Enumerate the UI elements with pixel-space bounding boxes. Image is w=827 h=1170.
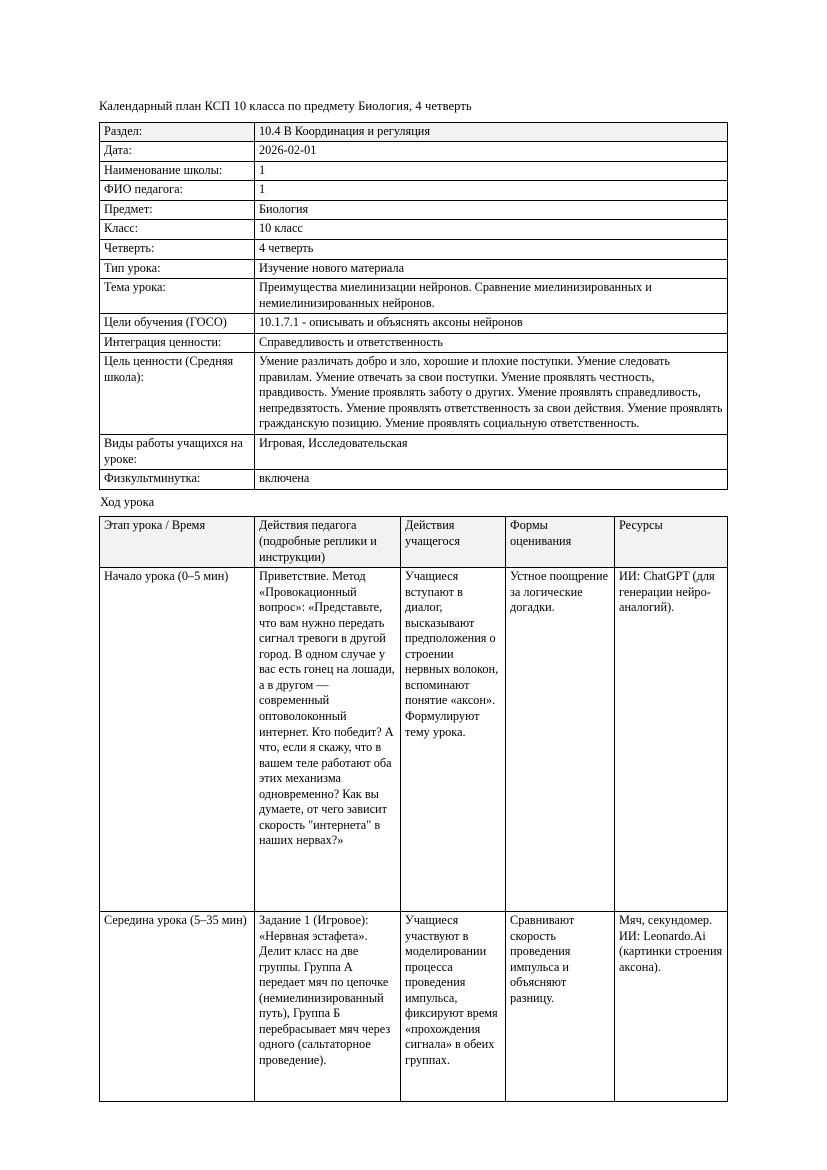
info-row-value: Игровая, Исследовательская (255, 435, 728, 470)
lesson-flow-label: Ход урока (100, 494, 155, 509)
info-row-value: 10.1.7.1 - описывать и объяснять аксоны нейронов (255, 314, 728, 334)
table-row (100, 259, 728, 279)
info-row-label: Класс: (100, 220, 255, 240)
info-row-label: Наименование школы: (100, 161, 255, 181)
info-row-value: Преимущества миелинизации нейронов. Сравнение миелинизированных и немиелинизированных нейронов. (255, 279, 728, 314)
column-header-assessment: Формы оценивания (506, 517, 615, 568)
info-row-label: Тип урока: (100, 259, 255, 279)
lesson-table-body (100, 568, 728, 1102)
table-header-row (100, 517, 728, 568)
table-row (100, 333, 728, 353)
table-row (100, 240, 728, 260)
lesson-table-head (100, 517, 728, 568)
table-row (100, 568, 728, 912)
info-row-label: Интеграция ценности: (100, 333, 255, 353)
column-header-resources: Ресурсы (615, 517, 728, 568)
resources-cell: ИИ: ChatGPT (для генерации нейро-аналогий). (615, 568, 728, 912)
info-row-value: Биология (255, 200, 728, 220)
info-row-label: ФИО педагога: (100, 181, 255, 201)
table-row (100, 200, 728, 220)
column-header-student-actions: Действия учащегося (401, 517, 506, 568)
info-row-value: Изучение нового материала (255, 259, 728, 279)
column-header-teacher-actions: Действия педагога (подробные реплики и инструкции) (255, 517, 401, 568)
table-row (100, 912, 728, 1102)
info-row-label: Тема урока: (100, 279, 255, 314)
info-row-value: 10.4 В Координация и регуляция (255, 122, 728, 142)
table-row (100, 279, 728, 314)
table-row (100, 142, 728, 162)
info-row-label: Раздел: (100, 122, 255, 142)
page-title: Календарный план КСП 10 класса по предмету Биология, 4 четверть (99, 99, 472, 113)
teacher-actions-cell: Задание 1 (Игровое): «Нервная эстафета». Делит класс на две группы. Группа А передает мяч по цепочке (немиелинизированный путь), Группа Б перебрасывает мяч через одного (сальтаторное проведение). (255, 912, 401, 1102)
info-row-label: Цель ценности (Средняя школа): (100, 353, 255, 435)
table-row (100, 314, 728, 334)
student-actions-cell: Учащиеся вступают в диалог, высказывают предположения о строении нервных волокон, вспоминают понятие «аксон». Формулируют тему урока. (401, 568, 506, 912)
lesson-stage-cell: Начало урока (0–5 мин) (100, 568, 255, 912)
lesson-info-table (99, 122, 728, 490)
table-row (100, 181, 728, 201)
student-actions-cell: Учащиеся участвуют в моделировании процесса проведения импульса, фиксируют время «прохождения сигнала» в обеих группах. (401, 912, 506, 1102)
info-row-value: 10 класс (255, 220, 728, 240)
teacher-actions-cell: Приветствие. Метод «Провокационный вопрос»: «Представьте, что вам нужно передать сигнал тревоги в другой город. В одном случае у вас есть гонец на лошади, а в другом — современный оптоволоконный интернет. Кто победит? А что, если я скажу, что в вашем теле работают оба этих механизма одновременно? Как вы думаете, от чего зависит скорость "интернета" в наших нервах?» (255, 568, 401, 912)
info-row-label: Предмет: (100, 200, 255, 220)
lesson-stage-cell: Середина урока (5–35 мин) (100, 912, 255, 1102)
column-header-stage: Этап урока / Время (100, 517, 255, 568)
info-row-value: Умение различать добро и зло, хорошие и плохие поступки. Умение следовать правилам. Умение отвечать за свои поступки. Умение проявлять честность, правдивость. Умение проявлять заботу о других. Умение проявлять справедливость, непредвзятость. Умение проявлять ответственность за свои действия. Умение проявлять гражданскую позицию. Умение проявлять социальную ответственность. (255, 353, 728, 435)
assessment-cell: Устное поощрение за логические догадки. (506, 568, 615, 912)
table-row (100, 122, 728, 142)
info-row-value: 4 четверть (255, 240, 728, 260)
assessment-cell: Сравнивают скорость проведения импульса и объясняют разницу. (506, 912, 615, 1102)
info-row-value: 1 (255, 181, 728, 201)
table-row (100, 161, 728, 181)
lesson-flow-table (99, 516, 728, 1102)
info-row-value: Справедливость и ответственность (255, 333, 728, 353)
info-row-value: 1 (255, 161, 728, 181)
info-row-value: включена (255, 470, 728, 490)
info-row-label: Дата: (100, 142, 255, 162)
resources-cell: Мяч, секундомер. ИИ: Leonardo.Ai (картинки строения аксона). (615, 912, 728, 1102)
info-row-label: Цели обучения (ГОСО) (100, 314, 255, 334)
table-row (100, 353, 728, 435)
info-row-label: Виды работы учащихся на уроке: (100, 435, 255, 470)
info-table-body (100, 122, 728, 489)
info-row-value: 2026-02-01 (255, 142, 728, 162)
table-row (100, 470, 728, 490)
table-row (100, 435, 728, 470)
info-row-label: Четверть: (100, 240, 255, 260)
info-row-label: Физкультминутка: (100, 470, 255, 490)
table-row (100, 220, 728, 240)
